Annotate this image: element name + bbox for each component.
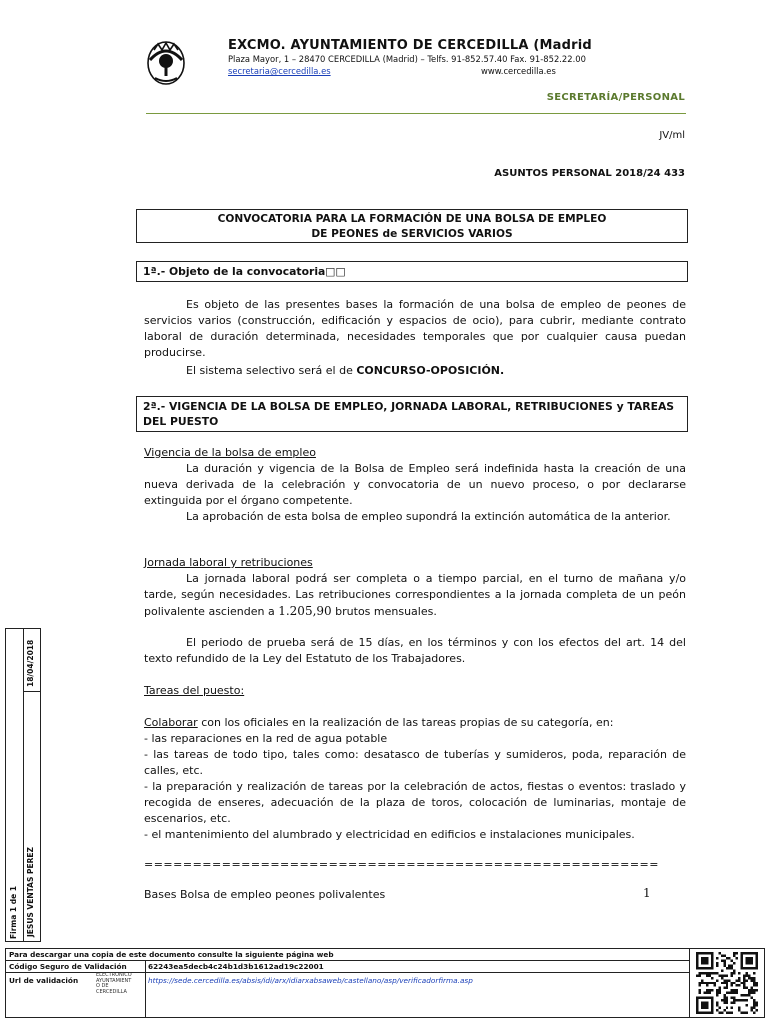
document-title-box (136, 209, 688, 243)
subject-reference: ASUNTOS PERSONAL 2018/24 433 (494, 168, 685, 179)
department-label: SECRETARÍA/PERSONAL (546, 92, 685, 103)
tareas-subtitle: Tareas del puesto: (144, 684, 245, 697)
organization-email-link[interactable]: secretaria@cercedilla.es (228, 66, 331, 76)
reference-code: JV/ml (659, 130, 685, 141)
selection-system: CONCURSO-OPOSICIÓN. (356, 364, 505, 377)
validation-url-label: Url de validación (9, 976, 79, 985)
qr-code-icon[interactable] (696, 952, 758, 1014)
validation-code-label: Código Seguro de Validación (9, 962, 127, 971)
vigencia-paragraph2: La aprobación de esta bolsa de empleo supondrá la extinción automática de la anterior. (186, 510, 671, 523)
task-list (144, 731, 686, 843)
section1-heading: 1ª.- Objeto de la convocatoria□□ (136, 261, 688, 282)
section1-paragraph2: El sistema selectivo será el de CONCURSO-OPOSICIÓN. (186, 364, 505, 377)
validation-url-link[interactable]: https://sede.cercedilla.es/absis/idi/arx/idiarxabsaweb/castellano/asp/verificadorfirma.asp (148, 976, 473, 985)
validation-table (5, 948, 765, 1018)
list-item: - las reparaciones en la red de agua potable (144, 732, 388, 745)
organization-website: www.cercedilla.es (481, 66, 556, 76)
list-item: - el mantenimiento del alumbrado y electricidad en edificios e instalaciones municipales. (144, 828, 635, 841)
signature-stamp (5, 628, 41, 942)
signature-date: 18/04/2018 (26, 639, 35, 687)
page-number: 1 (643, 886, 651, 900)
electronic-seal-text: ELECTRONICO AYUNTAMIENT O DE CERCEDILLA (96, 972, 132, 995)
coat-of-arms-icon (146, 38, 186, 86)
footer-document-title: Bases Bolsa de empleo peones polivalentes (144, 888, 386, 901)
header-divider (146, 113, 686, 114)
document-title-line2: DE PEONES de SERVICIOS VARIOS (311, 228, 513, 240)
list-item: - la preparación y realización de tareas por la celebración de actos, fiestas o eventos: traslado y recogida de enseres, adecuación de la plaza de toros, colocación de luminarias, montaje de escenarios, etc. (144, 780, 686, 825)
separator-line: ===================================================== (144, 858, 659, 871)
signer-name: JESUS VENTAS PEREZ (26, 847, 35, 937)
tareas-intro: Colaborar con los oficiales en la realización de las tareas propias de su categoría, en: (144, 716, 614, 729)
signature-count: Firma 1 de 1 (9, 886, 18, 939)
vigencia-subtitle: Vigencia de la bolsa de empleo (144, 446, 316, 459)
jornada-subtitle: Jornada laboral y retribuciones (144, 556, 313, 569)
prueba-paragraph: El periodo de prueba será de 15 días, en los términos y con los efectos del art. 14 del texto refundido de la Ley del Estatuto de los Trabajadores. (144, 636, 686, 665)
download-notice: Para descargar una copia de este documento consulte la siguiente página web (6, 949, 689, 961)
validation-code-value: 62243ea5decb4c24b1d3b1612ad19c22001 (148, 962, 324, 971)
document-title-line1: CONVOCATORIA PARA LA FORMACIÓN DE UNA BOLSA DE EMPLEO (217, 213, 607, 225)
list-item: - las tareas de todo tipo, tales como: desatasco de tuberías y sumideros, poda, reparación de calles, etc. (144, 748, 686, 777)
jornada-paragraph: La jornada laboral podrá ser completa o a tiempo parcial, en el turno de mañana y/o tarde, según necesidades. Las retribuciones correspondientes a la jornada completa de un peón polivalente ascienden a 1.205,90 brutos mensuales. (144, 572, 686, 618)
salary-amount: 1.205,90 (278, 604, 332, 618)
section2-heading: 2ª.- VIGENCIA DE LA BOLSA DE EMPLEO, JORNADA LABORAL, RETRIBUCIONES y TAREAS DEL PUESTO (136, 396, 688, 432)
section1-paragraph1: Es objeto de las presentes bases la formación de una bolsa de empleo de peones de servicios varios (construcción, edificación y espacios de ocio), para cubrir, mediante contrato laboral de duración determinada, necesidades temporales que por cualquier causa puedan producirse. (144, 298, 686, 359)
vigencia-paragraph1: La duración y vigencia de la Bolsa de Empleo será indefinida hasta la creación de una nueva derivada de la celebración y convocatoria de un nuevo proceso, o por declararse extinguida por el órgano competente. (144, 462, 686, 507)
organization-address: Plaza Mayor, 1 – 28470 CERCEDILLA (Madrid) – Telfs. 91-852.57.40 Fax. 91-852.22.00 (228, 54, 586, 64)
organization-name: EXCMO. AYUNTAMIENTO DE CERCEDILLA (Madrid (228, 38, 592, 53)
